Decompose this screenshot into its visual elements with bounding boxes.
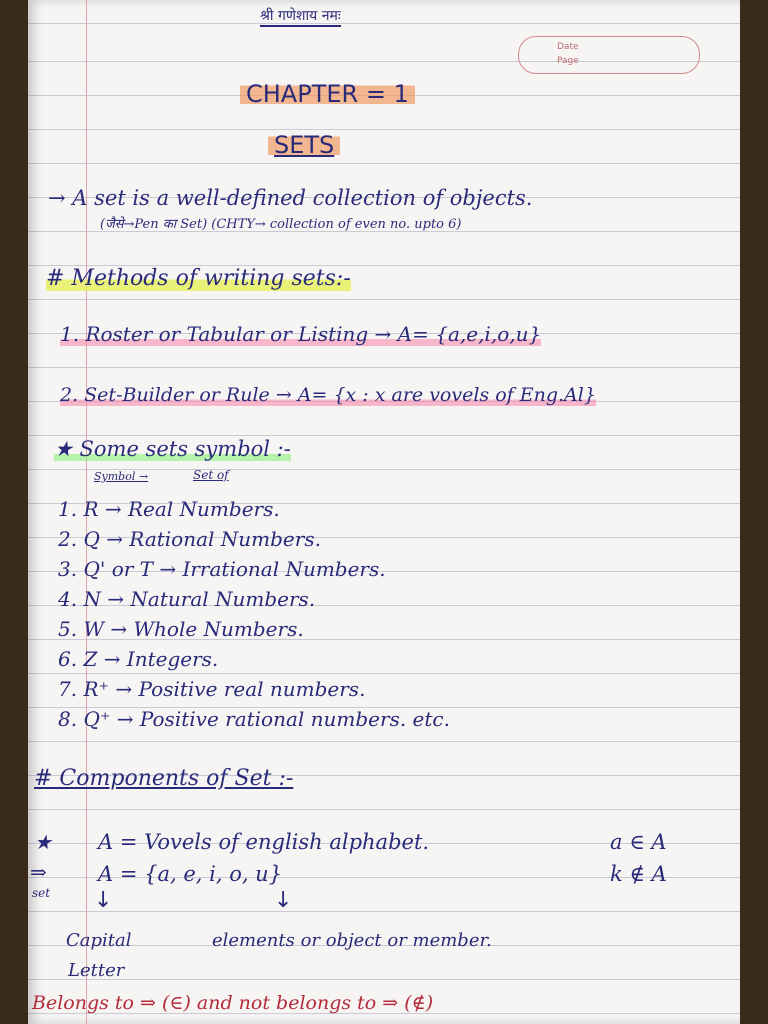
components-line2: A = {a, e, i, o, u} bbox=[98, 862, 283, 886]
page-label: Page bbox=[557, 56, 579, 66]
label-elements: elements or object or member. bbox=[212, 930, 492, 951]
methods-heading: # Methods of writing sets:- bbox=[46, 266, 351, 291]
symbol-item: 7. R⁺ → Positive real numbers. bbox=[58, 677, 366, 701]
components-line2-set: set bbox=[32, 886, 51, 900]
definition-line-1: → A set is a well-defined collection of objects. bbox=[48, 186, 533, 210]
down-arrow-icon: ↓ bbox=[274, 888, 293, 913]
symbol-item: 2. Q → Rational Numbers. bbox=[58, 527, 321, 551]
components-line2-prefix: ⇒ bbox=[30, 860, 47, 884]
belongs-line: Belongs to ⇒ (∈) and not belongs to ⇒ (∉) bbox=[32, 992, 434, 1014]
chapter-subtitle: SETS bbox=[268, 131, 340, 159]
date-label: Date bbox=[557, 42, 579, 52]
components-line1-right: a ∈ A bbox=[610, 830, 667, 854]
label-letter: Letter bbox=[68, 960, 125, 981]
date-page-box bbox=[518, 36, 700, 74]
label-capital: Capital bbox=[66, 930, 132, 951]
invocation-text: श्री गणेशाय नमः bbox=[260, 6, 341, 27]
method-item-roster: 1. Roster or Tabular or Listing → A= {a,e,i,o,u} bbox=[60, 322, 542, 346]
components-line1: A = Vovels of english alphabet. bbox=[98, 830, 430, 854]
notebook-page bbox=[28, 0, 740, 1024]
symbol-item: 1. R → Real Numbers. bbox=[58, 497, 280, 521]
symbol-item: 8. Q⁺ → Positive rational numbers. etc. bbox=[58, 707, 450, 731]
components-line1-prefix: ★ bbox=[34, 830, 52, 854]
symbol-item: 6. Z → Integers. bbox=[58, 647, 219, 671]
chapter-title: CHAPTER = 1 bbox=[240, 80, 415, 108]
method-item-set-builder: 2. Set-Builder or Rule → A= {x : x are vovels of Eng.Al} bbox=[60, 384, 596, 406]
symbol-item: 5. W → Whole Numbers. bbox=[58, 617, 304, 641]
definition-line-2: (जैसे→Pen का Set) (CHTY→ collection of even no. upto 6) bbox=[100, 217, 462, 232]
symbols-heading: ★ Some sets symbol :- bbox=[54, 437, 291, 461]
symbol-item: 4. N → Natural Numbers. bbox=[58, 587, 316, 611]
symbols-subheading-set: Set of bbox=[193, 468, 229, 482]
symbol-item: 3. Q' or T → Irrational Numbers. bbox=[58, 557, 386, 581]
components-line2-right: k ∉ A bbox=[610, 862, 667, 886]
symbols-subheading-symbol: Symbol → bbox=[94, 470, 149, 483]
components-heading: # Components of Set :- bbox=[34, 766, 294, 791]
down-arrow-icon: ↓ bbox=[94, 888, 113, 913]
